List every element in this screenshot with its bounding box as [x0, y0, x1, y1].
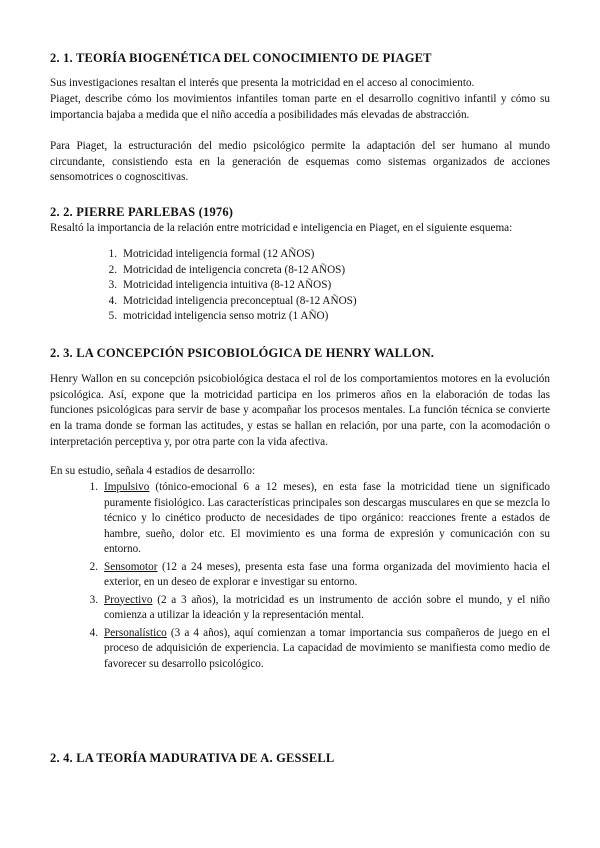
list-number: 4.: [108, 294, 117, 307]
stage-text: (3 a 4 años), aquí comienzan a tomar importancia sus compañeros de juego en el proceso de adquisición de experiencia. La capacidad de movimiento se manifiesta como medio de favorecer su desarrollo psicológico.: [104, 626, 550, 670]
list-item: [105, 294, 535, 310]
stage-term: Proyectivo: [104, 593, 153, 606]
wallon-stages-list: [86, 480, 550, 672]
paragraph-piaget-3: Para Piaget, la estructuración del medio psicológico permite la adaptación del ser humano al mundo circundante, consistiendo esta en la generación de esquemas como sistemas organizados de acciones sensomotrices o cognoscitivas.: [50, 140, 550, 184]
list-number: 2.: [89, 560, 98, 573]
list-text: Motricidad de inteligencia concreta (8-12 AÑOS): [123, 263, 346, 276]
section-heading-piaget: 2. 1. TEORÍA BIOGENÉTICA DEL CONOCIMIENTO DE PIAGET: [50, 51, 432, 65]
section-heading-parlebas: 2. 2. PIERRE PARLEBAS (1976): [50, 205, 234, 219]
stage-text: (2 a 3 años), la motricidad es un instrumento de acción sobre el mundo, y el niño comienza a utilizar la ideación y la representación mental.: [104, 593, 550, 621]
stage-term: Impulsivo: [104, 481, 150, 493]
list-number: 1.: [89, 481, 98, 493]
list-item: [86, 560, 550, 591]
section-heading-gessell: 2. 4. LA TEORÍA MADURATIVA DE A. GESSELL: [50, 751, 335, 765]
list-item: [86, 593, 550, 624]
list-item: [105, 247, 535, 263]
section-heading-wallon: 2. 3. LA CONCEPCIÓN PSICOBIOLÓGICA DE HENRY WALLON.: [50, 346, 435, 360]
list-text: Motricidad inteligencia formal (12 AÑOS): [123, 248, 315, 260]
stage-term: Sensomotor: [104, 560, 158, 573]
paragraph-piaget-1: Sus investigaciones resaltan el interés que presenta la motricidad en el acceso al conocimiento.: [50, 77, 475, 89]
list-item: [86, 480, 550, 558]
list-text: motricidad inteligencia senso motriz (1 AÑO): [123, 310, 329, 322]
list-text: Motricidad inteligencia preconceptual (8-12 AÑOS): [123, 294, 357, 307]
paragraph-piaget-2: Piaget, describe cómo los movimientos infantiles toman parte en el desarrollo cognitivo infantil y cómo su importancia bajaba a medida que el niño accedía a posibilidades más elevadas de abstracción.: [50, 93, 550, 121]
list-number: 4.: [89, 626, 98, 639]
list-number: 5.: [108, 310, 117, 322]
paragraph-parlebas-intro: Resaltó la importancia de la relación entre motricidad e inteligencia en Piaget, en el siguiente esquema:: [50, 222, 513, 234]
paragraph-wallon-intro: En su estudio, señala 4 estadios de desarrollo:: [50, 465, 256, 477]
list-item: [105, 278, 535, 294]
list-number: 3.: [108, 279, 117, 291]
list-text: Motricidad inteligencia intuitiva (8-12 AÑOS): [123, 279, 332, 291]
list-item: [86, 626, 550, 673]
list-number: 3.: [89, 593, 98, 606]
list-item: [105, 309, 535, 325]
stage-text: (12 a 24 meses), presenta esta fase una forma organizada del movimiento hacia el exterior, en un deseo de explorar e investigar su entorno.: [104, 560, 550, 588]
paragraph-wallon: Henry Wallon en su concepción psicobiológica destaca el rol de los comportamientos motores en la evolución psicológica. Así, expone que la motricidad participa en los primeros años en la elaboración de todas las funciones psicológicas para servir de base y acompañar los procesos mentales. La función técnica se convierte en la trama donde se forman las actitudes, y estas se hallan en relación, por una parte, con la acomodación o interpretación perceptiva y, por otra parte con la vida afectiva.: [50, 373, 550, 448]
list-number: 2.: [108, 263, 117, 276]
list-item: [105, 263, 535, 279]
stage-term: Personalístico: [104, 626, 167, 639]
list-number: 1.: [108, 248, 117, 260]
stage-text: (tónico-emocional 6 a 12 meses), en esta fase la motricidad tiene un significado puramente fisiológico. Las características principales son descargas musculares en que se mezcla lo técnico y lo cinético producto de necesidades de tipo orgánico: reacciones frente a estados de hambre, sueño, dolor etc. El movimiento es una forma de expresión y comunicación con su entorno.: [104, 481, 550, 555]
parlebas-list: [105, 247, 535, 325]
